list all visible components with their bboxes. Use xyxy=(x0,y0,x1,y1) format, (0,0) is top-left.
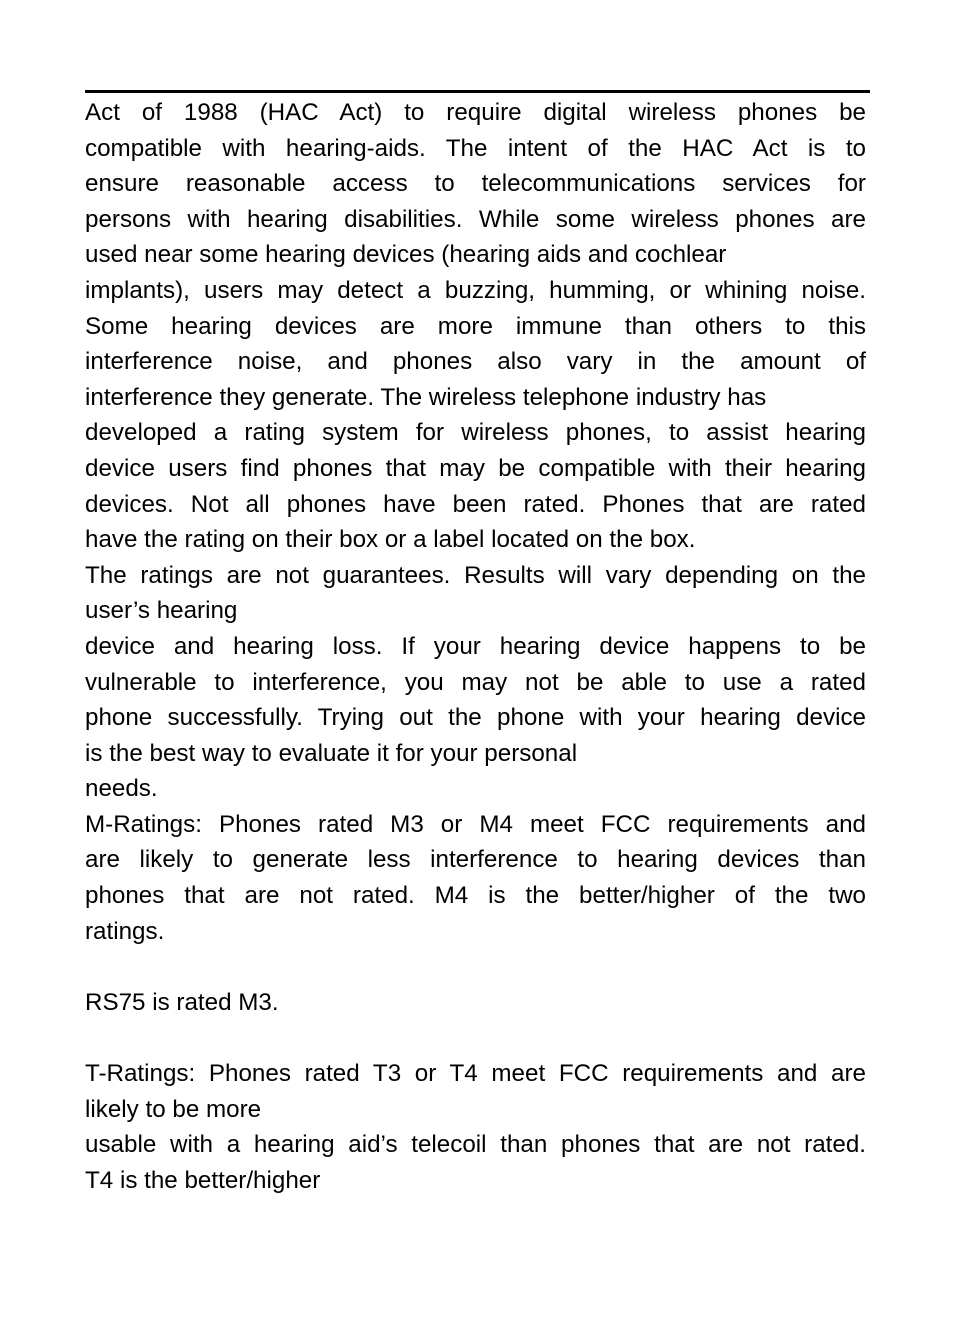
text-line: interference noise, and phones also vary in the amount of xyxy=(85,348,866,376)
paragraph-interference-noise xyxy=(85,273,866,415)
paragraph-rs75-rating xyxy=(85,985,866,1021)
text-line: likely to be more xyxy=(85,1095,262,1123)
header-rule xyxy=(85,90,870,93)
paragraph-t-ratings xyxy=(85,1056,866,1127)
text-line: phone successfully. Trying out the phone with your hearing device xyxy=(85,704,866,732)
text-line: implants), users may detect a buzzing, humming, or whining noise. xyxy=(85,276,866,304)
text-line: T-Ratings: Phones rated T3 or T4 meet FCC requirements and are xyxy=(85,1060,866,1088)
paragraph-hac-act-intro xyxy=(85,95,866,273)
text-line: developed a rating system for wireless phones, to assist hearing xyxy=(85,419,866,447)
paragraph-ratings-not-guarantees xyxy=(85,558,866,629)
paragraph-device-and-hearing-loss xyxy=(85,629,866,771)
text-line: device users find phones that may be compatible with their hearing xyxy=(85,454,866,482)
text-line: device and hearing loss. If your hearing device happens to be xyxy=(85,632,866,660)
text-line: have the rating on their box or a label located on the box. xyxy=(85,526,696,554)
text-line: needs. xyxy=(85,775,158,803)
text-line: compatible with hearing-aids. The intent of the HAC Act is to xyxy=(85,134,866,162)
text-line: user’s hearing xyxy=(85,597,238,625)
paragraph-needs xyxy=(85,771,866,807)
text-line: are likely to generate less interference to hearing devices than xyxy=(85,846,866,874)
body-text xyxy=(85,95,866,1198)
paragraph-m-ratings xyxy=(85,807,866,949)
text-line: ratings. xyxy=(85,917,165,945)
text-line: phones that are not rated. M4 is the better/higher of the two xyxy=(85,882,866,910)
text-line: The ratings are not guarantees. Results will vary depending on the xyxy=(85,561,866,589)
text-line: interference they generate. The wireless telephone industry has xyxy=(85,383,767,411)
text-line: devices. Not all phones have been rated. Phones that are rated xyxy=(85,490,866,518)
paragraph-gap xyxy=(85,949,866,985)
text-line: used near some hearing devices (hearing aids and cochlear xyxy=(85,241,727,269)
text-line: T4 is the better/higher xyxy=(85,1166,321,1194)
text-line: persons with hearing disabilities. While some wireless phones are xyxy=(85,205,866,233)
text-line: M-Ratings: Phones rated M3 or M4 meet FCC requirements and xyxy=(85,810,866,838)
paragraph-rating-system xyxy=(85,415,866,557)
text-line: usable with a hearing aid’s telecoil than phones that are not rated. xyxy=(85,1131,866,1159)
text-line: Act of 1988 (HAC Act) to require digital wireless phones be xyxy=(85,99,866,126)
text-line: ensure reasonable access to telecommunications services for xyxy=(85,170,866,198)
text-line: Some hearing devices are more immune than others to this xyxy=(85,312,866,340)
text-line: vulnerable to interference, you may not be able to use a rated xyxy=(85,668,866,696)
paragraph-telecoil xyxy=(85,1127,866,1198)
paragraph-gap xyxy=(85,1020,866,1056)
text-line: is the best way to evaluate it for your personal xyxy=(85,739,578,767)
text-line: RS75 is rated M3. xyxy=(85,988,279,1016)
